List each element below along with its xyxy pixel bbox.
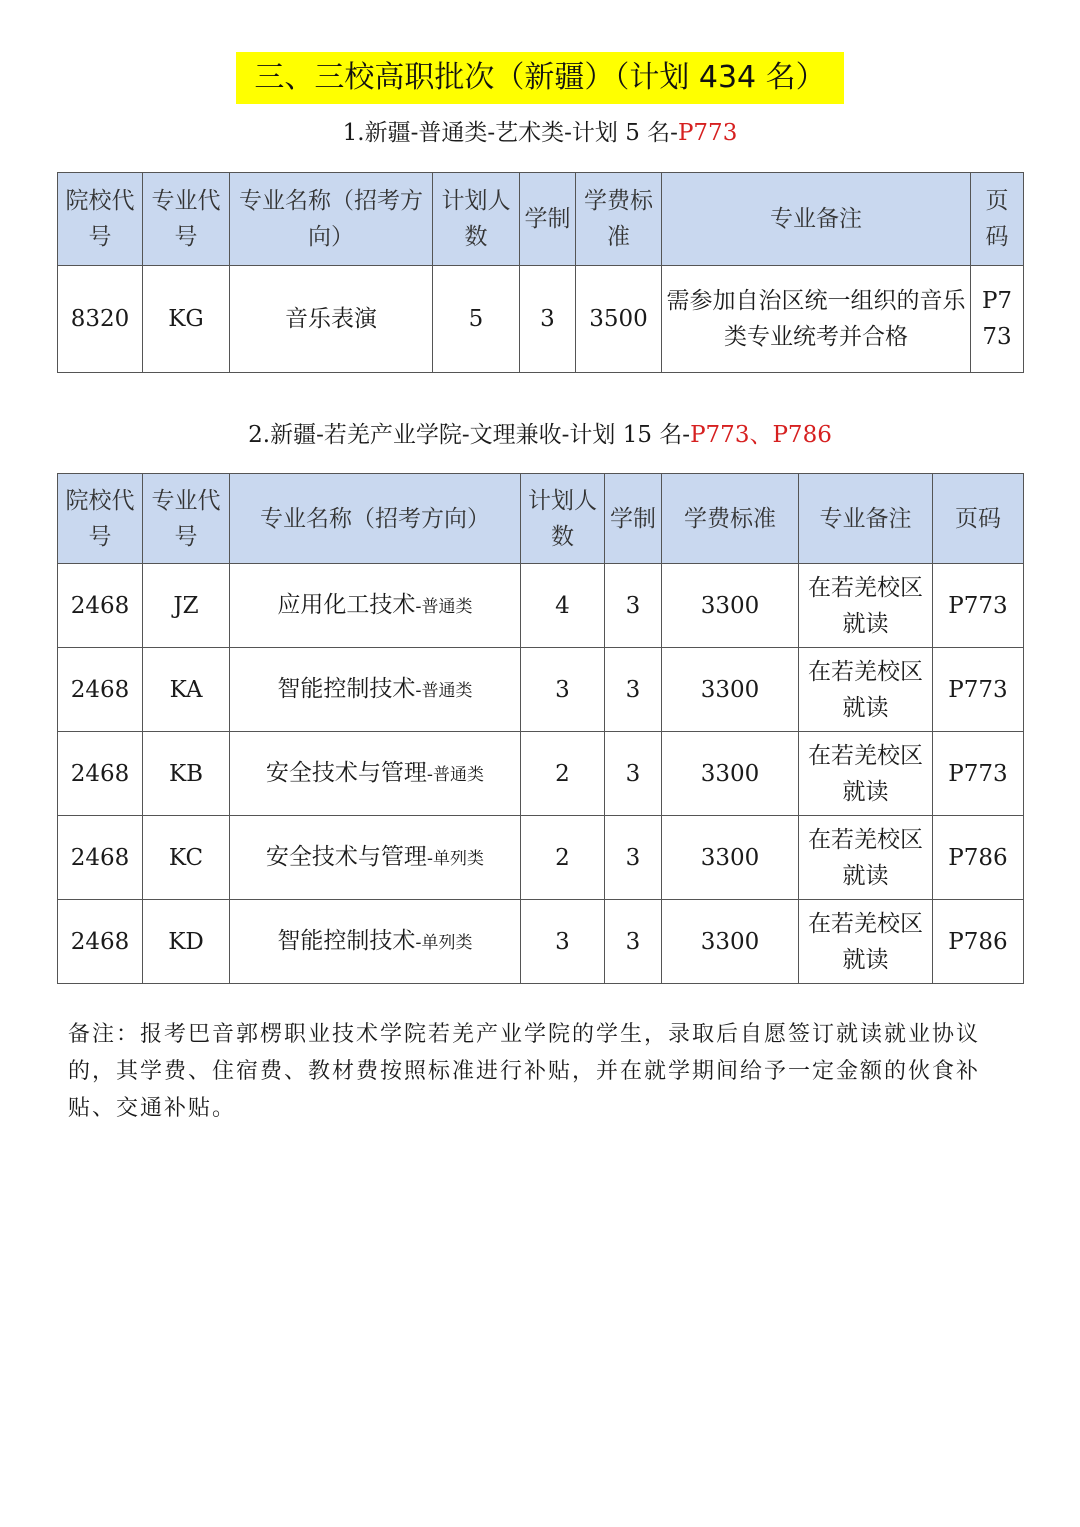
cell-years: 3 [605, 732, 662, 816]
major-category: -普通类 [415, 596, 473, 617]
header-plan: 计划人数 [521, 474, 605, 564]
cell-plan: 2 [521, 732, 605, 816]
title-wrap [0, 52, 1080, 104]
cell-fee: 3300 [662, 816, 799, 900]
header-fee: 学费标准 [576, 173, 662, 266]
cell-plan: 5 [433, 266, 520, 373]
cell-major-code: KG [143, 266, 230, 373]
header-page: 页码 [933, 474, 1024, 564]
cell-page: P773 [933, 648, 1024, 732]
cell-major-name [230, 732, 521, 816]
cell-school-code: 8320 [58, 266, 143, 373]
header-plan: 计划人数 [433, 173, 520, 266]
cell-plan: 3 [521, 900, 605, 984]
cell-page: P786 [933, 900, 1024, 984]
cell-major-name [230, 564, 521, 648]
section2-heading-pages: P773、P786 [690, 422, 832, 448]
cell-years: 3 [605, 564, 662, 648]
cell-major-name [230, 816, 521, 900]
header-school-code: 院校代号 [58, 474, 143, 564]
header-major-code: 专业代号 [143, 474, 230, 564]
cell-major-code: KB [143, 732, 230, 816]
cell-major-code: KA [143, 648, 230, 732]
section2-table [57, 473, 1024, 984]
cell-school-code: 2468 [58, 816, 143, 900]
cell-years: 3 [520, 266, 576, 373]
cell-years: 3 [605, 816, 662, 900]
cell-remark: 在若羌校区就读 [799, 648, 933, 732]
cell-page: P773 [971, 266, 1024, 373]
header-remark: 专业备注 [662, 173, 971, 266]
major-name-text: 应用化工技术 [277, 591, 416, 618]
header-years: 学制 [520, 173, 576, 266]
footnote: 备注：报考巴音郭楞职业技术学院若羌产业学院的学生，录取后自愿签订就读就业协议的，其学费、住宿费、教材费按照标准进行补贴，并在就学期间给予一定金额的伙食补贴、交通补贴。 [68, 1022, 981, 1121]
cell-fee: 3300 [662, 648, 799, 732]
cell-major-name [230, 648, 521, 732]
header-school-code: 院校代号 [58, 173, 143, 266]
table-header-row [58, 173, 1024, 266]
cell-plan: 4 [521, 564, 605, 648]
header-remark: 专业备注 [799, 474, 933, 564]
cell-fee: 3300 [662, 732, 799, 816]
cell-school-code: 2468 [58, 900, 143, 984]
table-row [58, 816, 1024, 900]
cell-remark: 在若羌校区就读 [799, 564, 933, 648]
header-fee: 学费标准 [662, 474, 799, 564]
header-major-name: 专业名称（招考方向） [230, 474, 521, 564]
major-name-text: 安全技术与管理 [265, 843, 427, 870]
cell-school-code: 2468 [58, 648, 143, 732]
section2-heading-text: 2.新疆-若羌产业学院-文理兼收-计划 15 名- [248, 422, 691, 448]
cell-remark: 需参加自治区统一组织的音乐类专业统考并合格 [662, 266, 971, 373]
cell-page: P773 [933, 732, 1024, 816]
section1-table [57, 172, 1024, 373]
section1-heading-pages: P773 [677, 120, 738, 146]
cell-remark: 在若羌校区就读 [799, 732, 933, 816]
header-major-name: 专业名称（招考方向） [230, 173, 433, 266]
table-row [58, 266, 1024, 373]
major-name-text: 智能控制技术 [277, 927, 416, 954]
section1-heading-text: 1.新疆-普通类-艺术类-计划 5 名- [342, 120, 678, 146]
cell-years: 3 [605, 648, 662, 732]
cell-page: P773 [933, 564, 1024, 648]
table-row [58, 564, 1024, 648]
cell-major-name [230, 900, 521, 984]
table-header-row [58, 474, 1024, 564]
header-major-code: 专业代号 [143, 173, 230, 266]
cell-major-name: 音乐表演 [230, 266, 433, 373]
page-title: 三、三校高职批次（新疆）（计划 434 名） [236, 52, 843, 104]
cell-fee: 3500 [576, 266, 662, 373]
major-category: -单列类 [415, 932, 473, 953]
cell-school-code: 2468 [58, 564, 143, 648]
cell-remark: 在若羌校区就读 [799, 816, 933, 900]
header-page: 页码 [971, 173, 1024, 266]
major-category: -普通类 [426, 764, 485, 785]
cell-major-code: JZ [143, 564, 230, 648]
header-years: 学制 [605, 474, 662, 564]
table-row [58, 900, 1024, 984]
major-name-text: 安全技术与管理 [265, 759, 427, 786]
cell-plan: 2 [521, 816, 605, 900]
cell-major-code: KC [143, 816, 230, 900]
major-name-text: 智能控制技术 [277, 675, 416, 702]
section2-heading [0, 416, 1080, 449]
cell-remark: 在若羌校区就读 [799, 900, 933, 984]
cell-plan: 3 [521, 648, 605, 732]
cell-school-code: 2468 [58, 732, 143, 816]
cell-years: 3 [605, 900, 662, 984]
section1-heading [0, 114, 1080, 147]
major-category: -普通类 [415, 680, 473, 701]
cell-major-code: KD [143, 900, 230, 984]
major-category: -单列类 [426, 848, 485, 869]
cell-fee: 3300 [662, 900, 799, 984]
table-row [58, 732, 1024, 816]
table-row [58, 648, 1024, 732]
cell-fee: 3300 [662, 564, 799, 648]
cell-page: P786 [933, 816, 1024, 900]
